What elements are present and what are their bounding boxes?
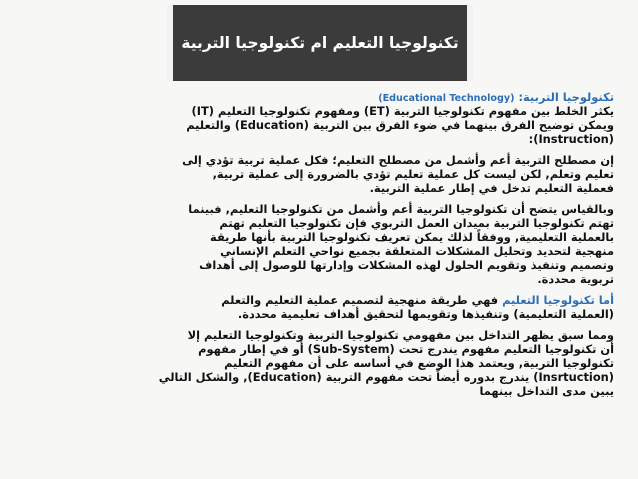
paragraph-3-line-4: منهجية لتحديد وتحليل المشكلات المتعلقة بجميع نواحي التعلم الإنساني bbox=[220, 244, 614, 258]
slide-title: تكنولوجيا التعليم ام تكنولوجيا التربية bbox=[181, 34, 459, 52]
paragraph-2-line-3: فعملية التعليم تدخل في إطار عملية التربية. bbox=[369, 181, 614, 195]
educational-technology-heading-en: (Educational Technology) bbox=[378, 93, 515, 104]
paragraph-1-line-3: ويمكن توضيح الفرق بينهما في ضوء الفرق بين التربية (Education) والتعليم bbox=[186, 118, 614, 132]
instructional-technology-heading: أما تكنولوجيا التعليم bbox=[502, 293, 614, 307]
paragraph-5-line-1: ومما سبق يظهر التداخل بين مفهومي تكنولوجيا التربية وتكنولوجيا التعليم إلا bbox=[187, 328, 614, 342]
paragraph-5-line-3: تكنولوجيا التربية, ويعتمد هذا الوضع في أساسه على أن مفهوم التعليم bbox=[224, 356, 614, 370]
slide-title-box bbox=[167, 5, 473, 81]
paragraph-2-line-1: إن مصطلح التربية أعم وأشمل من مصطلح التعليم؛ فكل عملية تربية تؤدي إلى bbox=[182, 153, 614, 167]
paragraph-3-line-6: تربوية محددة. bbox=[537, 272, 614, 286]
paragraph-1-line-4: (Instruction): bbox=[528, 132, 614, 146]
paragraph-5-line-4: (Insrtuction) يندرج بدوره أيضاً تحت مفهوم التربية (Education), والشكل التالي bbox=[158, 370, 614, 384]
paragraph-2-line-2: تعليم وتعلم, لكن ليست كل عملية تعليم تؤدي بالضرورة إلى عملية تربية, bbox=[212, 167, 614, 181]
paragraph-5-line-5: يبين مدى التداخل بينهما bbox=[479, 384, 614, 398]
instructional-technology-definition: فهي طريقة منهجية لتصميم عملية التعليم والتعلم bbox=[221, 293, 503, 307]
paragraph-5-line-2: أن تكنولوجيا التعليم مفهوم يندرج تحت (Sub-System) أو في إطار مفهوم bbox=[198, 342, 614, 356]
instructional-technology-line-1 bbox=[38, 293, 614, 307]
paragraph-3-line-3: بالعملية التعليمية, ووفقاً لذلك يمكن تعريف تكنولوجيا التربية بأنها طريقة bbox=[210, 230, 614, 244]
educational-technology-heading: تكنولوجيا التربية: bbox=[514, 90, 614, 104]
slide-body bbox=[38, 90, 614, 398]
paragraph-1-line-2: يكثر الخلط بين مفهوم تكنولوجيا التربية (ET) ومفهوم تكنولوجيا التعليم (IT) bbox=[191, 104, 614, 118]
educational-technology-heading-line bbox=[38, 90, 614, 104]
paragraph-4-line-2: (العملية التعليمية) وتنفيذها وتقويمها لتحقيق أهداف تعليمية محددة. bbox=[237, 307, 614, 321]
paragraph-3-line-2: تهتم تكنولوجيا التربية بميدان العمل التربوي فإن تكنولوجيا التعليم تهتم bbox=[219, 216, 614, 230]
paragraph-3-line-5: وتصميم وتنفيذ وتقويم الحلول لهذه المشكلات وإدارتها للوصول إلى أهداف bbox=[199, 258, 614, 272]
paragraph-3-line-1: وبالقياس يتضح أن تكنولوجيا التربية أعم وأشمل من تكنولوجيا التعليم, فبينما bbox=[188, 202, 614, 216]
